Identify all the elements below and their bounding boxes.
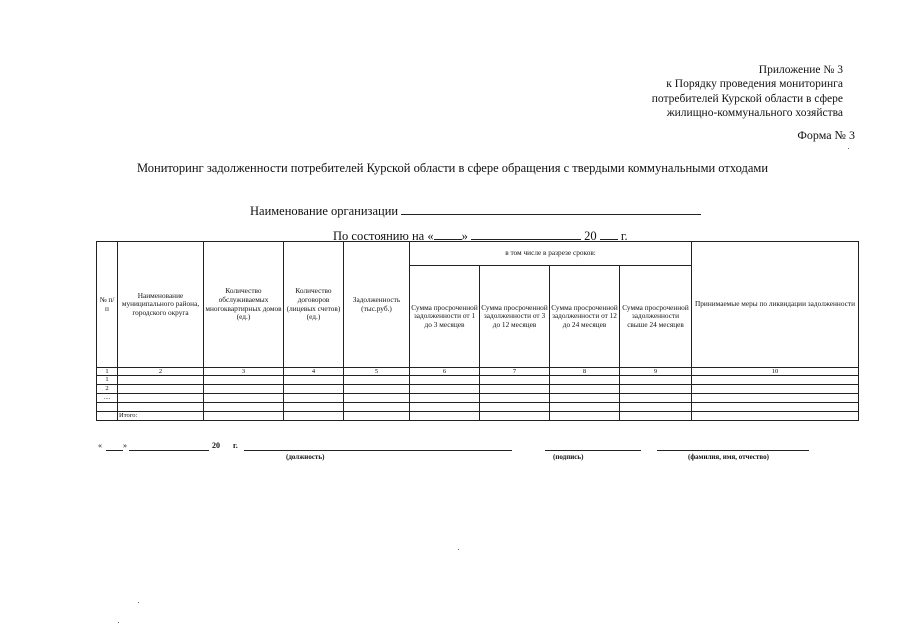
total-row bbox=[97, 412, 859, 421]
table-cell[interactable] bbox=[620, 376, 692, 385]
table-cell[interactable] bbox=[344, 412, 410, 421]
header-term-12-24: Сумма просроченной задолженности от 12 до 24 месяцев bbox=[550, 266, 620, 368]
column-number-row bbox=[97, 368, 859, 376]
as-of-year-suffix: г. bbox=[620, 229, 628, 243]
table-row bbox=[97, 403, 859, 412]
column-number: 9 bbox=[620, 368, 692, 376]
scan-speck bbox=[848, 148, 849, 149]
signature-field[interactable] bbox=[545, 450, 641, 451]
table-cell[interactable] bbox=[118, 403, 204, 412]
table-cell[interactable] bbox=[284, 394, 344, 403]
column-number: 10 bbox=[692, 368, 859, 376]
table-cell[interactable] bbox=[620, 403, 692, 412]
header-debt: Задолженность (тыс.руб.) bbox=[344, 242, 410, 368]
full-name-caption: (фамилия, имя, отчество) bbox=[688, 453, 769, 461]
appendix-line-3: потребителей Курской области в сфере bbox=[651, 92, 843, 105]
header-term-1-3: Сумма просроченной задолженности от 1 до 3 месяцев bbox=[410, 266, 480, 368]
table-cell[interactable] bbox=[692, 385, 859, 394]
table-cell[interactable] bbox=[410, 412, 480, 421]
appendix-line-2: к Порядку проведения мониторинга bbox=[666, 78, 843, 91]
column-number: 6 bbox=[410, 368, 480, 376]
column-number: 3 bbox=[204, 368, 284, 376]
as-of-label: По состоянию на « bbox=[333, 229, 434, 243]
table-cell[interactable] bbox=[344, 394, 410, 403]
table-cell[interactable] bbox=[204, 403, 284, 412]
table-cell[interactable] bbox=[204, 376, 284, 385]
total-num-cell bbox=[97, 412, 118, 421]
table-cell[interactable] bbox=[480, 403, 550, 412]
total-label: Итого: bbox=[118, 412, 204, 421]
as-of-day-field[interactable] bbox=[434, 227, 462, 240]
table-cell[interactable] bbox=[692, 376, 859, 385]
table-cell[interactable] bbox=[480, 376, 550, 385]
table-cell[interactable] bbox=[204, 394, 284, 403]
appendix-line-4: жилищно-коммунального хозяйства bbox=[666, 106, 843, 119]
as-of-year-prefix: 20 bbox=[584, 229, 597, 243]
table-cell[interactable] bbox=[204, 412, 284, 421]
table-cell[interactable] bbox=[284, 412, 344, 421]
appendix-block bbox=[652, 63, 843, 120]
sign-month-field[interactable] bbox=[129, 450, 209, 451]
table-cell[interactable] bbox=[620, 412, 692, 421]
table-cell[interactable] bbox=[692, 403, 859, 412]
table-cell[interactable] bbox=[550, 412, 620, 421]
table-cell[interactable] bbox=[480, 394, 550, 403]
column-number: 1 bbox=[97, 368, 118, 376]
table-cell[interactable] bbox=[480, 385, 550, 394]
scan-speck bbox=[458, 549, 459, 550]
form-label: Форма № 3 bbox=[797, 128, 855, 142]
table-cell[interactable] bbox=[344, 376, 410, 385]
row-num: .... bbox=[97, 394, 118, 403]
table-cell[interactable] bbox=[410, 376, 480, 385]
scan-speck bbox=[118, 622, 119, 623]
table-cell[interactable] bbox=[620, 385, 692, 394]
row-num: 2 bbox=[97, 385, 118, 394]
table-row bbox=[97, 376, 859, 385]
table-cell[interactable] bbox=[284, 376, 344, 385]
table-row bbox=[97, 385, 859, 394]
column-number: 8 bbox=[550, 368, 620, 376]
table-cell[interactable] bbox=[692, 394, 859, 403]
header-term-3-12: Сумма просроченной задолженности от 3 до 12 месяцев bbox=[480, 266, 550, 368]
table-cell[interactable] bbox=[692, 412, 859, 421]
position-field[interactable] bbox=[244, 450, 512, 451]
table-cell[interactable] bbox=[410, 385, 480, 394]
table-cell[interactable] bbox=[284, 385, 344, 394]
table-cell[interactable] bbox=[550, 394, 620, 403]
as-of-close-quote: » bbox=[461, 229, 468, 243]
table-cell[interactable] bbox=[118, 394, 204, 403]
sign-day-field[interactable] bbox=[106, 450, 123, 451]
table-cell[interactable] bbox=[550, 385, 620, 394]
as-of-month-field[interactable] bbox=[471, 227, 581, 240]
header-measures: Принимаемые меры по ликвидации задолженности bbox=[692, 242, 859, 368]
header-term-24-plus: Сумма просроченной задолженности свыше 24 месяцев bbox=[620, 266, 692, 368]
table-cell[interactable] bbox=[550, 403, 620, 412]
header-num: № п/п bbox=[97, 242, 118, 368]
as-of-year-field[interactable] bbox=[600, 227, 618, 240]
table-cell[interactable] bbox=[410, 394, 480, 403]
organization-field[interactable] bbox=[401, 202, 701, 215]
table-cell[interactable] bbox=[284, 403, 344, 412]
debt-monitoring-table bbox=[96, 241, 859, 421]
sign-date-open: « bbox=[98, 441, 102, 450]
organization-row bbox=[250, 202, 701, 219]
header-contracts: Количество договоров (лицевых счетов) (ед.) bbox=[284, 242, 344, 368]
row-num bbox=[97, 403, 118, 412]
column-number: 5 bbox=[344, 368, 410, 376]
table-cell[interactable] bbox=[480, 412, 550, 421]
table-cell[interactable] bbox=[550, 376, 620, 385]
table-cell[interactable] bbox=[118, 376, 204, 385]
column-number: 4 bbox=[284, 368, 344, 376]
table-cell[interactable] bbox=[204, 385, 284, 394]
appendix-line-1: Приложение № 3 bbox=[758, 64, 843, 76]
full-name-field[interactable] bbox=[657, 450, 809, 451]
position-caption: (должность) bbox=[286, 453, 325, 461]
signature-caption: (подпись) bbox=[553, 453, 584, 461]
sign-date-close: » bbox=[123, 441, 127, 450]
sign-year-suffix: г. bbox=[233, 441, 238, 450]
column-number: 7 bbox=[480, 368, 550, 376]
header-term-group: в том числе в разрезе сроков: bbox=[410, 242, 692, 266]
row-num: 1 bbox=[97, 376, 118, 385]
table-cell[interactable] bbox=[410, 403, 480, 412]
column-number: 2 bbox=[118, 368, 204, 376]
table-row bbox=[97, 394, 859, 403]
header-district: Наименование муниципального района, городского округа bbox=[118, 242, 204, 368]
scan-speck bbox=[138, 602, 139, 603]
sign-year-prefix: 20 bbox=[212, 441, 220, 450]
table-cell[interactable] bbox=[118, 385, 204, 394]
organization-label: Наименование организации bbox=[250, 204, 399, 218]
header-houses: Количество обслуживаемых многоквартирных домов (ед.) bbox=[204, 242, 284, 368]
table-cell[interactable] bbox=[344, 385, 410, 394]
document-title: Мониторинг задолженности потребителей Курской области в сфере обращения с твердыми коммунальными отходами bbox=[136, 161, 769, 175]
table-cell[interactable] bbox=[620, 394, 692, 403]
table-cell[interactable] bbox=[344, 403, 410, 412]
